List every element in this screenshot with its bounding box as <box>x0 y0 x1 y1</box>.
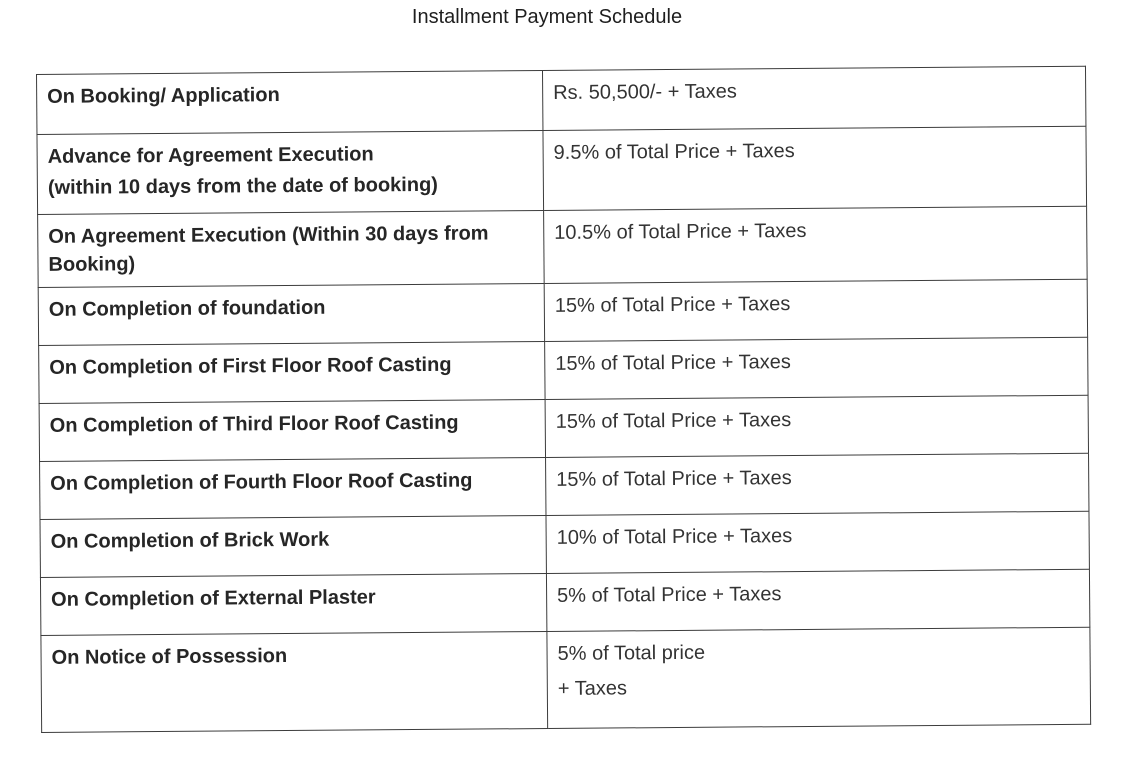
amount-text: 15% of Total Price + Taxes <box>555 409 792 433</box>
amount-text: 15% of Total Price + Taxes <box>554 293 791 317</box>
stage-text: On Completion of Brick Work <box>50 528 330 553</box>
stage-cell <box>38 284 544 346</box>
amount-cell <box>546 569 1089 631</box>
payment-schedule-table <box>36 66 1091 733</box>
stage-cell <box>40 574 546 636</box>
amount-text: 15% of Total Price + Taxes <box>556 467 792 491</box>
table-row <box>39 337 1088 403</box>
amount-cell <box>544 279 1087 341</box>
amount-text: Rs. 50,500/- + Taxes <box>553 80 737 104</box>
table-row <box>38 206 1088 287</box>
amount-text: 10% of Total Price + Taxes <box>556 525 793 549</box>
stage-text: (within 10 days from the date of booking) <box>47 173 439 199</box>
amount-text: + Taxes <box>557 677 628 700</box>
amount-cell <box>547 627 1091 728</box>
stage-cell <box>39 342 545 404</box>
stage-text: On Completion of Fourth Floor Roof Casting <box>50 469 473 495</box>
stage-cell <box>39 400 545 462</box>
stage-cell <box>41 632 548 733</box>
payment-schedule-table-wrapper <box>36 66 1091 733</box>
table-row <box>40 511 1089 577</box>
amount-cell <box>542 66 1085 130</box>
page-title: Installment Payment Schedule <box>411 6 683 28</box>
stage-text: On Completion of External Plaster <box>51 586 376 611</box>
amount-cell <box>546 453 1089 515</box>
table-row <box>40 569 1089 635</box>
amount-cell <box>546 511 1089 573</box>
table-row <box>40 453 1089 519</box>
amount-cell <box>543 126 1087 210</box>
amount-cell <box>545 337 1088 399</box>
stage-text: On Notice of Possession <box>51 645 288 669</box>
stage-text: On Booking/ Application <box>47 84 280 108</box>
table-row <box>41 627 1091 732</box>
stage-text: On Completion of foundation <box>48 296 326 321</box>
amount-text: 10.5% of Total Price + Taxes <box>554 219 807 244</box>
stage-cell <box>37 131 544 215</box>
table-row <box>38 279 1087 345</box>
stage-text: On Completion of First Floor Roof Casting <box>49 353 452 379</box>
amount-text: 5% of Total price <box>557 641 706 665</box>
stage-cell <box>40 516 546 578</box>
stage-text: On Completion of Third Floor Roof Casting <box>49 411 459 437</box>
table-row <box>37 126 1087 214</box>
amount-text: 5% of Total Price + Taxes <box>557 583 782 607</box>
stage-cell <box>37 71 543 135</box>
stage-text: Booking) <box>48 253 136 276</box>
stage-cell <box>40 458 546 520</box>
amount-cell <box>544 206 1088 283</box>
amount-text: 15% of Total Price + Taxes <box>555 351 791 375</box>
table-row <box>37 66 1086 134</box>
table-row <box>39 395 1088 461</box>
stage-cell <box>38 211 545 288</box>
amount-text: 9.5% of Total Price + Taxes <box>553 140 795 164</box>
stage-text: On Agreement Execution (Within 30 days from <box>48 222 489 248</box>
stage-text: Advance for Agreement Execution <box>47 143 374 168</box>
amount-cell <box>545 395 1088 457</box>
